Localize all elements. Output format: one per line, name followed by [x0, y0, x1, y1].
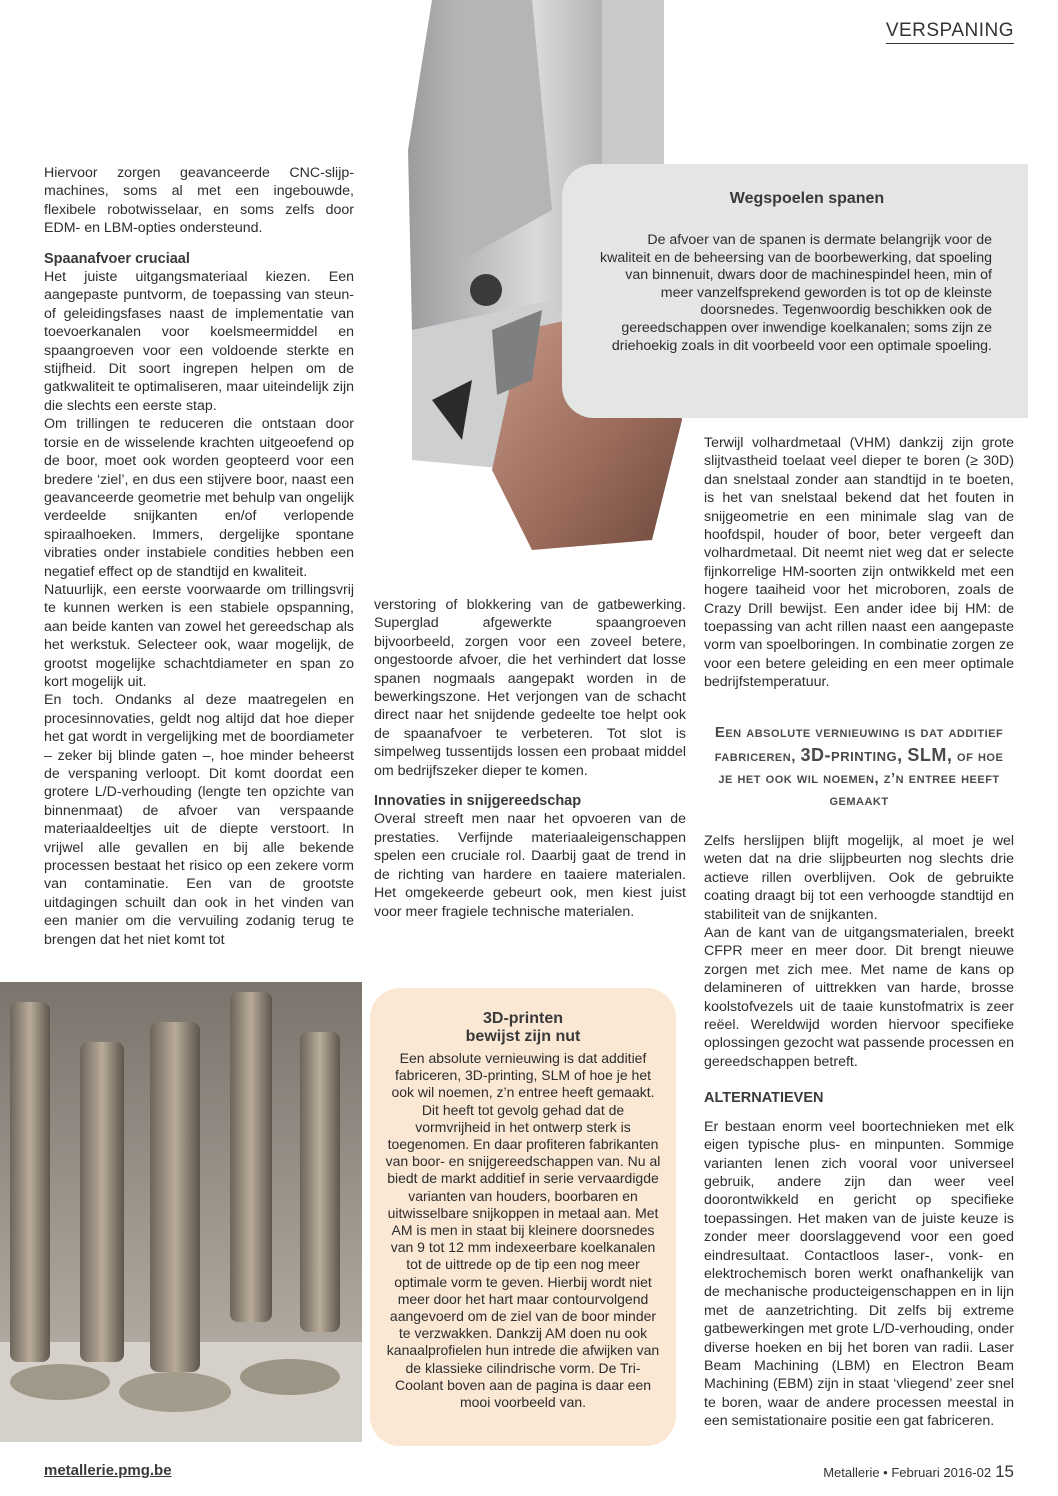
- paragraph: Terwijl volhardmetaal (VHM) dankzij zijn grote slijtvastheid toelaat veel dieper te boren (≥ 30D) dan snelstaal zonder aan standtijd in te boeten, is het van snelstaal bekend dat het fouten in snijgeometrie en een minimale slag van de hoofdspil, houder of boor, beter vergeeft dan volhardmetaal. Dit neemt niet weg dat er selecte fijnkorrelige HM-soorten zijn ontwikkeld met een hogere taaiheid voor het microboren, zoals de Crazy Drill bewijst. Een ander idee bij HM: de toepassing van acht rillen naast een aangepaste vorm van spoelboringen. In combinatie zorgen ze voor een betere geleiding en een meer optimale bedrijfstemperatuur.: [704, 435, 1014, 691]
- column-2: [374, 596, 686, 921]
- footer-url[interactable]: metallerie.pmg.be: [44, 1462, 172, 1479]
- box-title: [370, 1010, 676, 1046]
- column-1: [44, 164, 354, 949]
- paragraph: Er bestaan enorm veel boortechnieken met elk eigen typische plus- en minpunten. Sommige varianten lenen zich vooral voor universeel gebruik, andere zijn dan weer veel doorontwikkeld en gericht op specifieke toepassingen. Het maken van de juiste keuze is zonder meer doorslaggevend voor een goed eindresultaat. Contactloos laser-, vonk- en elektrochemisch boren werkt onafhankelijk van de mechanische producteigenschappen en in lijn met de aanzetrichting. Dit zelfs bij extreme gatbewerkingen met grote L/D-verhouding, onder diverse hoeken en bij het boren van radii. Laser Beam Machining (LBM) en Electron Beam Machining (EBM) zijn in staat ‘vliegend’ zeer snel te boren, waar de andere processen meestal in een semistationaire positie een gat fabriceren.: [704, 1118, 1014, 1430]
- box-title: Wegspoelen spanen: [729, 190, 885, 207]
- pull-quote: [706, 722, 1012, 812]
- column-3-top: [704, 434, 1014, 692]
- sidebar-box-wegspoelen: [562, 164, 1028, 418]
- sidebar-box-3d-printen: [370, 988, 676, 1446]
- paragraph: Natuurlijk, een eerste voorwaarde om trillingsvrij te kunnen werken is een stabiele opspanning, aan beide kanten van zowel het gereedschap als het werkstuk. Selecteer ook, waar mogelijk, de grootst mogelijke schachtdiameter en span zo kort mogelijk uit.: [44, 581, 354, 690]
- box-title-line: 3D-printen: [483, 1010, 563, 1027]
- paragraph: Het juiste uitgangsmateriaal kiezen. Een aangepaste puntvorm, de toepassing van steun- of geleidingsfases naast de implementatie van toevoerkanalen voor koelsmeermiddel en spaangroeven voor een voldoende sterkte en stijfheid. Dit soort ingrepen helpen om de gatkwaliteit te optimaliseren, maar uiteindelijk zijn die slechts een eerste stap.: [44, 269, 354, 414]
- box-body: Een absolute vernieuwing is dat additief fabriceren, 3D-printing, SLM of hoe je het ook wil noemen, z’n entree heeft gemaakt. Dit heeft tot gevolg gehad dat de vormvrijheid in het ontwerp sterk is toegenomen. En daar profiteren fabrikanten van boor- en snijgereedschappen van. Nu al biedt de markt additief in serie vervaardigde varianten van houders, boorbaren en uitwisselbare snijkoppen in metaal aan. Met AM is men in staat bij kleinere doorsnedes van 9 tot 12 mm indexeerbare koelkanalen tot de uittrede op de tip een nog meer optimale vorm te geven. Hierbij wordt niet meer door het hart maar contourvolgend aangevoerd om de ziel van de boor minder te verzwakken. Dankzij AM doen nu ook kanaalprofielen hun intrede die afwijken van de klassieke cilindrische vorm. De Tri-Coolant boven aan de pagina is daar een mooi voorbeeld van.: [385, 1050, 661, 1411]
- paragraph: Zelfs herslijpen blijft mogelijk, al moet je wel weten dat na drie slijpbeurten nog slechts drie actieve rillen overblijven. Ook de gebruikte coating draagt bij tot een verhoogde standtijd en stabiliteit van de snijkanten.: [704, 833, 1014, 923]
- issue-label: Metallerie • Februari 2016-02: [823, 1465, 992, 1480]
- paragraph: Overal streeft men naar het opvoeren van de prestaties. Verfijnde materiaaleigenschappen spelen een cruciale rol. Daarbij gaat de trend in de richting van hardere en taaiere materialen. Het omgekeerde gebeurt ook, men kiest juist voor meer fragiele technische materialen.: [374, 811, 686, 920]
- pull-quote-part: Een absolute vernieuwing is dat additief fabriceren,: [714, 724, 1004, 765]
- paragraph: Om trillingen te reduceren die ontstaan door torsie en de wisselende krachten uitgeoefend op de boor, moet ook worden geopteerd voor een bredere ‘ziel’, en dus een stijvere boor, naast een geavanceerde geometrie met behulp van ongelijk verdeelde snijkanten en/of verlopende spiraalhoeken. Immers, dergelijke spontane vibraties onder instabiele condities hebben een negatief effect op de standtijd en kwaliteit.: [44, 416, 354, 580]
- column-3-bottom: [704, 832, 1014, 1431]
- paragraph: verstoring of blokkering van de gatbewerking. Superglad afgewerkte spaangroeven bijvoorbeeld, zorgen voor een zoveel betere, ongestoorde afvoer, die het verhindert dat losse spanen nogmaals aangepakt worden in de bewerkingszone. Het verjongen van de schacht direct naar het snijdende gedeelte toe helpt ook de spaanafvoer te verbeteren. Tot slot is simpelweg tussentijds lossen een probaat middel om bedrijfszeker dieper te komen.: [374, 597, 686, 779]
- pull-quote-emph: SLM,: [907, 745, 953, 765]
- section-label: VERSPANING: [886, 20, 1014, 44]
- footer-issue: [823, 1462, 1014, 1482]
- page-number: 15: [995, 1462, 1014, 1481]
- subheading: Innovaties in snijgereedschap: [374, 793, 582, 810]
- paragraph: Hiervoor zorgen geavanceerde CNC-slijpmachines, soms al met een ingebouwde, flexibele robotwisselaar, en soms zelfs door EDM- en LBM-opties ondersteund.: [44, 165, 354, 237]
- subheading: ALTERNATIEVEN: [704, 1090, 824, 1107]
- paragraph: Aan de kant van de uitgangsmaterialen, breekt CFPR meer en meer door. Dit brengt nieuwe zorgen met zich mee. Met name de kans op delamineren of uittrekken van harde, brosse koolstofvezels uit de taaie kunstofmatrix is zeer reëel. Wereldwijd worden hiervoor specifieke oplossingen gezocht wat passende processen en gereedschappen betreft.: [704, 925, 1014, 1070]
- box-body: De afvoer van de spanen is dermate belangrijk voor de kwaliteit en de beheersing van de boorbewerking, dat spoeling van binnenuit, dwars door de machinespindel heen, min of meer vanzelfsprekend geworden is tot op de kleinste doorsnedes. Tegenwoordig beschikken ook de gereedschappen over inwendige koelkanalen; soms zijn ze driehoekig zoals in dit voorbeeld voor een optimale spoeling.: [600, 232, 992, 354]
- pull-quote-part: of hoe je het ook wil noemen, z’n entree heeft gemaakt: [718, 748, 1004, 809]
- paragraph: En toch. Ondanks al deze maatregelen en procesinnovaties, geldt nog altijd dat hoe dieper het gat wordt in vergelijking met de boordiameter – zeker bij blinde gaten –, hoe minder beheerst de verspaning verloopt. Dit komt doordat een grotere L/D-verhouding (lengte ten opzichte van binnenmaat) de afvoer van verspaande materiaaldeeltjes uit de diepte verstoort. In vrijwel alle gevallen en bij alle bekende processen bestaat het risico op een zekere vorm van contaminatie. Een van de grootste uitdagingen schuilt dan ook in het vinden van een manier om die vervuiling zodanig terug te brengen dat het niet komt tot: [44, 692, 354, 948]
- drills-photo: [0, 982, 362, 1442]
- pull-quote-emph: 3D-printing,: [800, 745, 903, 765]
- subheading: Spaanafvoer cruciaal: [44, 250, 190, 267]
- box-title-line: bewijst zijn nut: [465, 1028, 581, 1045]
